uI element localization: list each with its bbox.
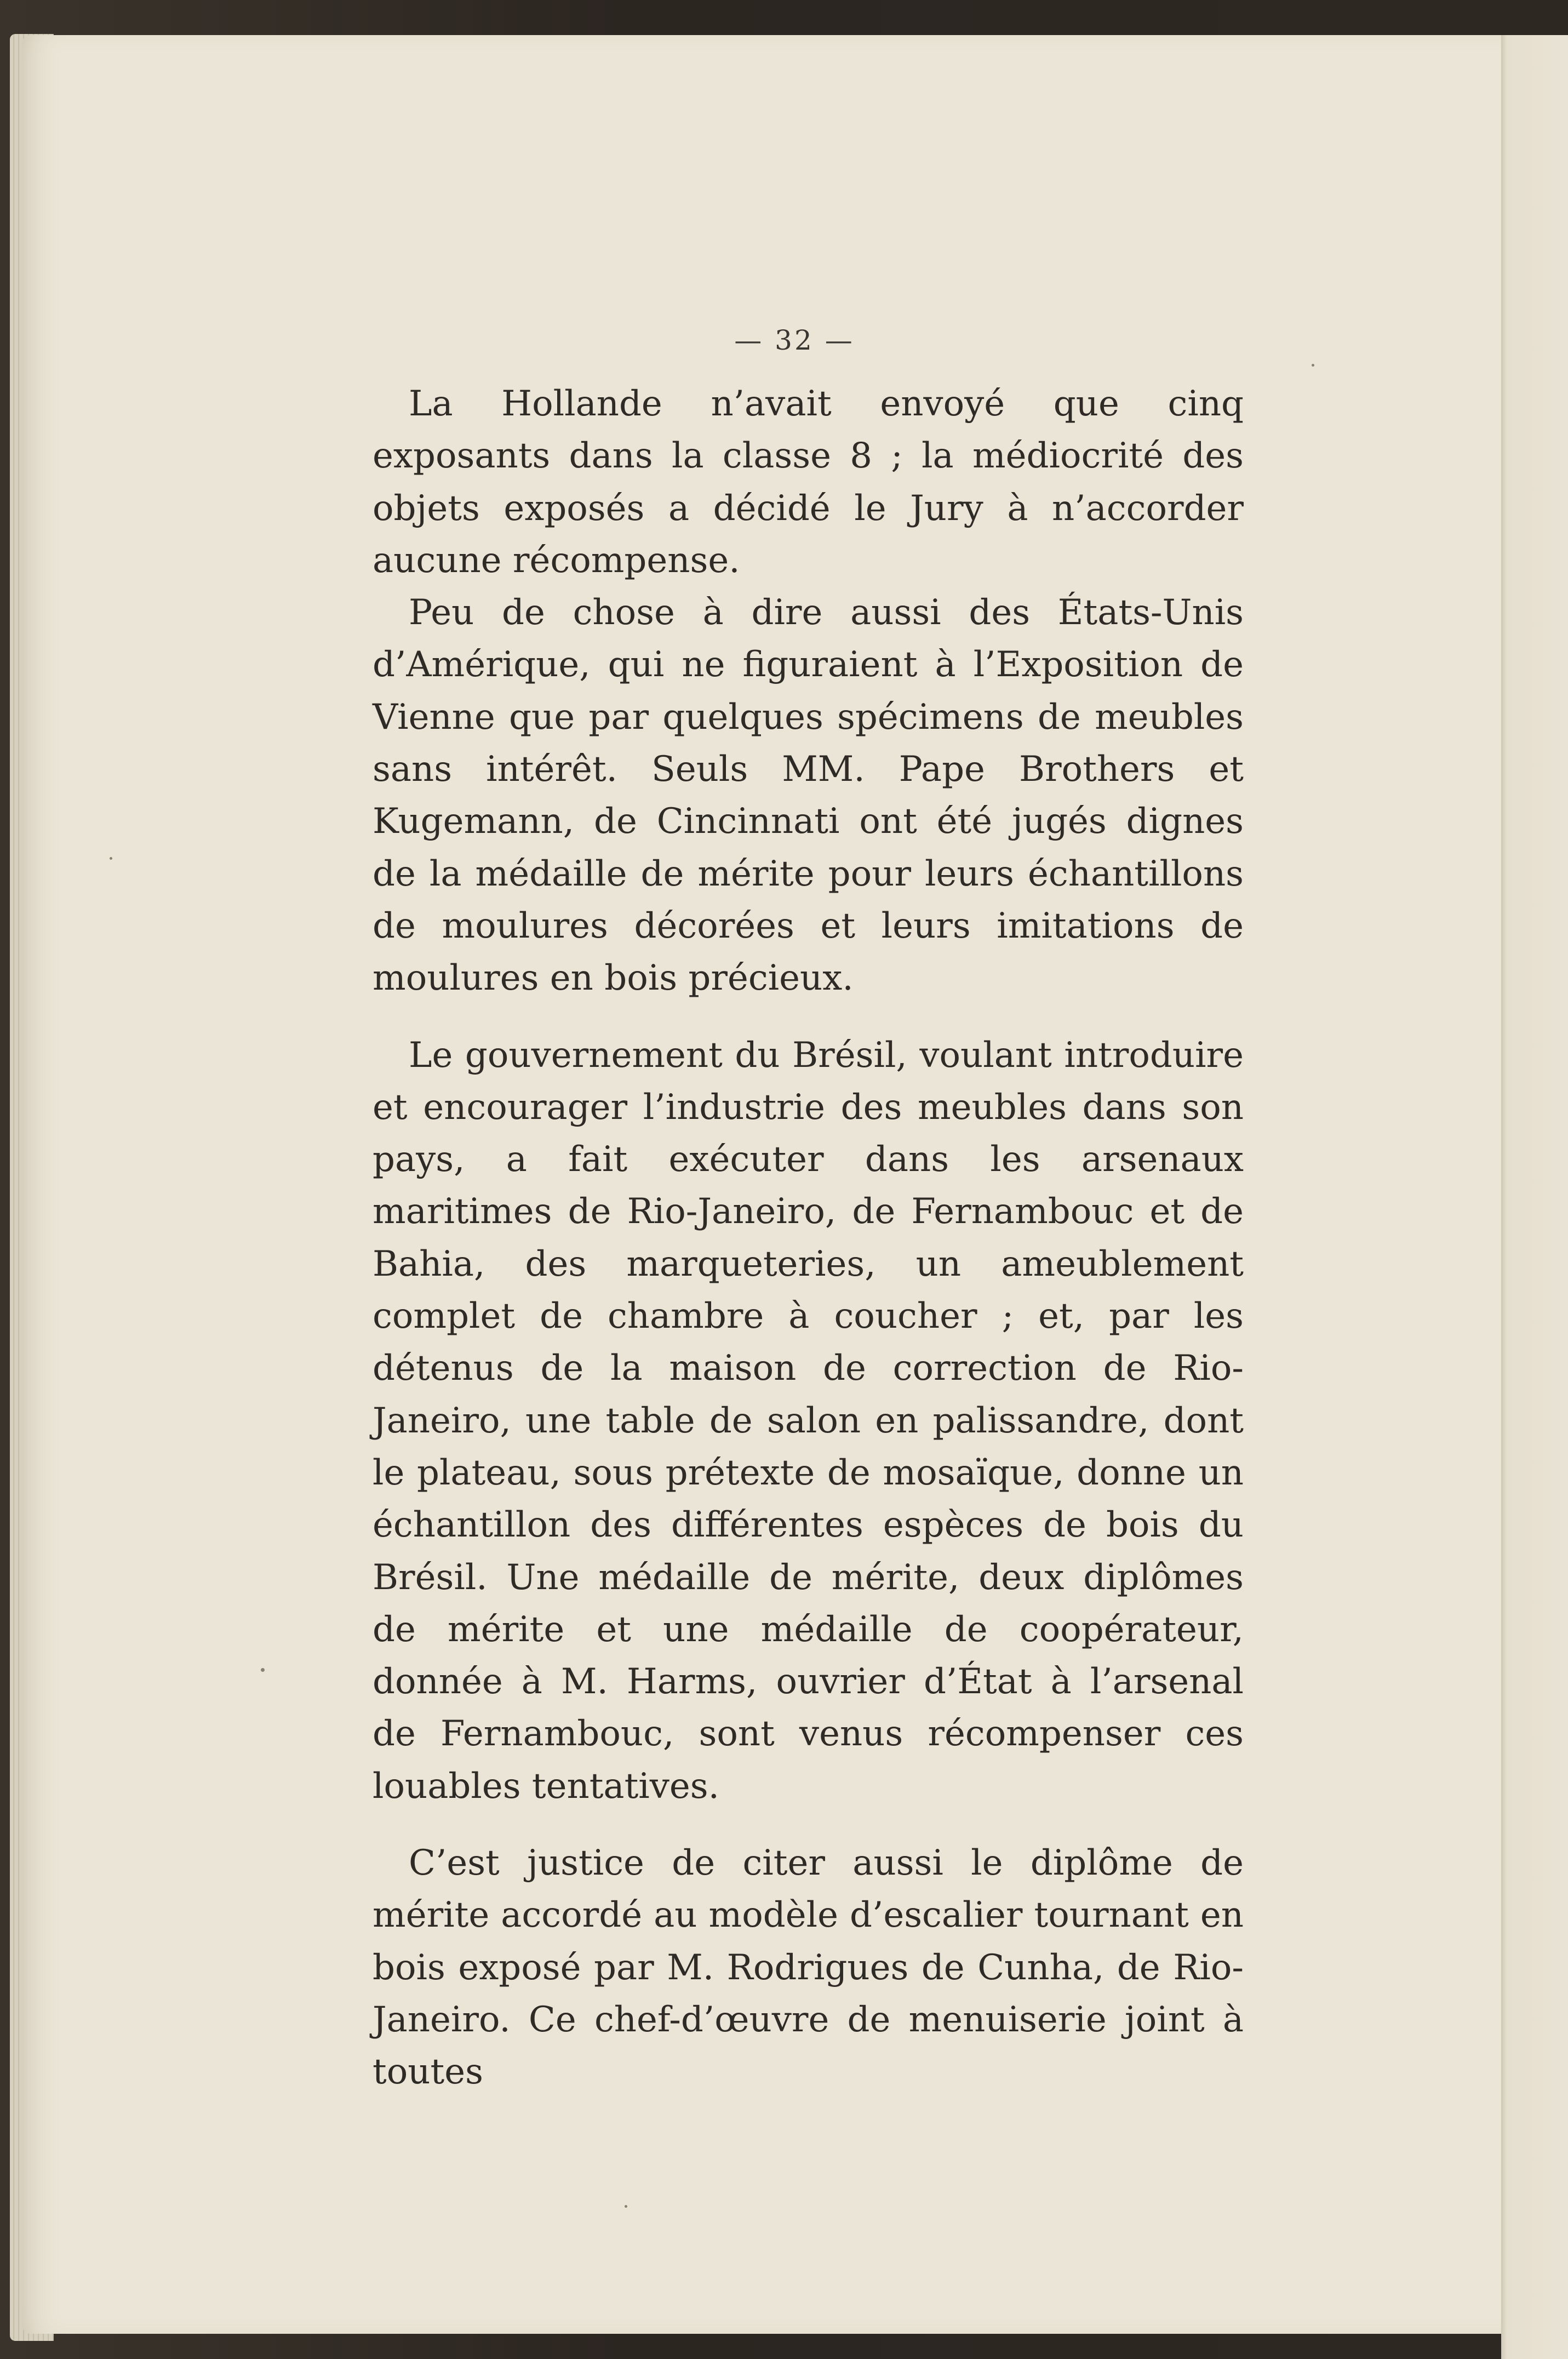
paper-speck: [625, 2205, 627, 2208]
paper-speck: [261, 1668, 265, 1672]
paragraph-hollande: La Hollande n’avait envoyé que cinq exposants dans la classe 8 ; la médiocrité des objets exposés a décidé le Jury à n’accorder aucune récompense.: [373, 384, 1244, 581]
paragraph-escalier: C’est justice de citer aussi le diplôme de mérite accordé au modèle d’escalier tournant en bois exposé par M. Rodrigues de Cunha, de Rio-Janeiro. Ce chef-d’œuvre de menuiserie joint à toutes: [373, 1843, 1244, 2093]
paper-speck: [110, 857, 112, 860]
paragraph-etats-unis: Peu de chose à dire aussi des États-Unis d’Amérique, qui ne figuraient à l’Exposition de Vienne que par quelques spécimens de meubles sans intérêt. Seuls MM. Pape Brothers et Kugemann, de Cincinnati ont été jugés dignes de la médaille de mérite pour leurs échantillons de moulures décorées et leurs imitations de moulures en bois précieux.: [373, 592, 1244, 999]
paragraph-bresil: Le gouvernement du Brésil, voulant introduire et encourager l’industrie des meubles dans son pays, a fait exécuter dans les arsenaux maritimes de Rio-Janeiro, de Fernambouc et de Bahia, des marqueteries, un ameublement complet de chambre à coucher ; et, par les détenus de la maison de correction de Rio-Janeiro, une table de salon en palissandre, dont le plateau, sous prétexte de mosaïque, donne un échantillon des différentes espèces de bois du Brésil. Une médaille de mérite, deux diplômes de mérite et une médaille de coopérateur, donnée à M. Harms, ouvrier d’État à l’arsenal de Fernambouc, sont venus récompenser ces louables tentatives.: [373, 1035, 1244, 1807]
adjacent-page-edge: [1501, 35, 1568, 2359]
body-text: [373, 378, 1244, 2099]
paper-speck: [1312, 364, 1314, 367]
page-number: — 32 —: [734, 324, 855, 356]
